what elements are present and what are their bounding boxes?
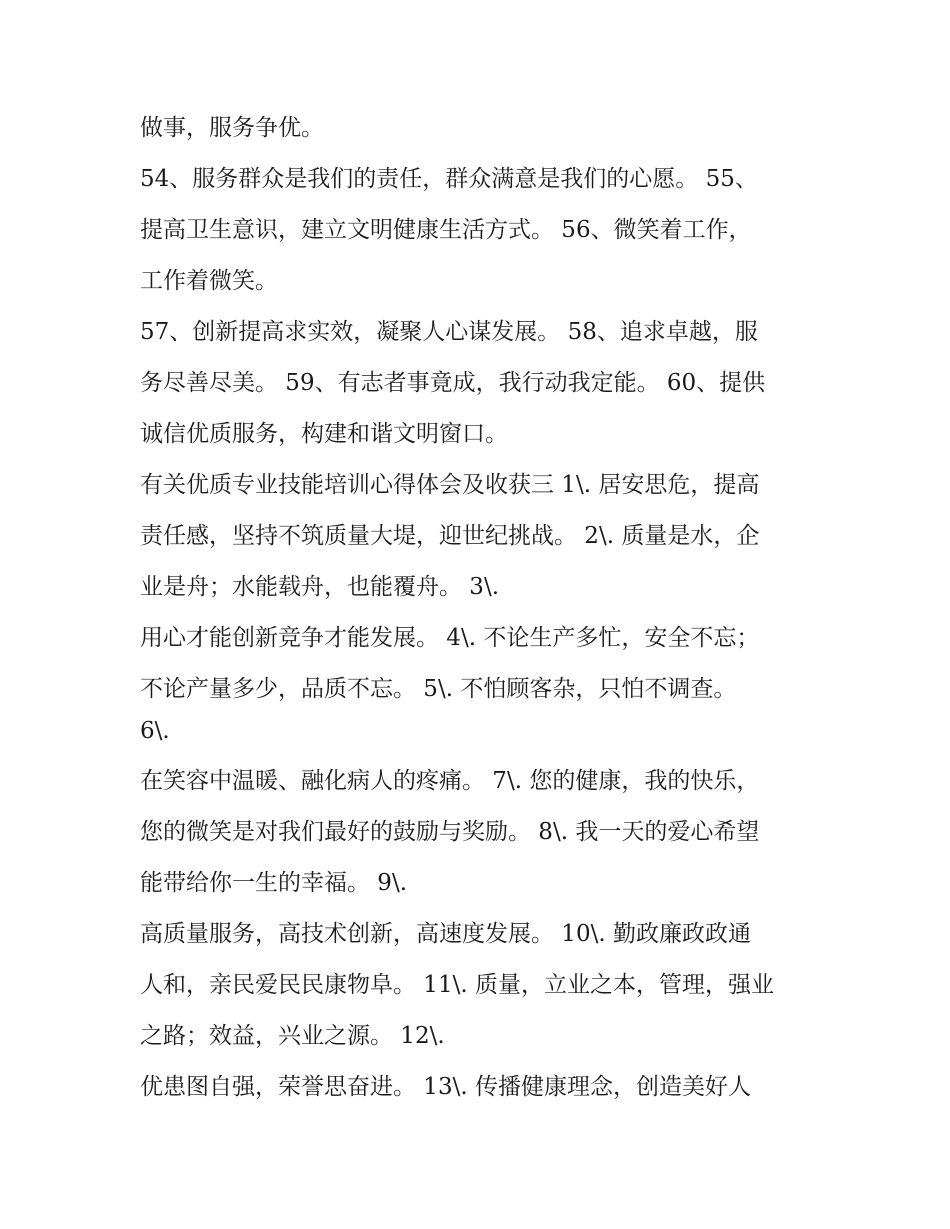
text-line: 工作着微笑。 (140, 268, 278, 294)
text-line: 业是舟；水能载舟，也能覆舟。 3\. (140, 574, 500, 600)
text-line: 有关优质专业技能培训心得体会及收获三 1\. 居安思危，提高 (140, 472, 760, 498)
text-line: 做事，服务争优。 (140, 115, 324, 141)
text-line: 务尽善尽美。 59、有志者事竟成，我行动我定能。 60、提供 (140, 370, 766, 396)
text-line: 您的微笑是对我们最好的鼓励与奖励。 8\. 我一天的爱心希望 (140, 819, 760, 845)
text-line: 57、创新提高求实效，凝聚人心谋发展。 58、追求卓越，服 (140, 319, 758, 345)
text-line: 54、服务群众是我们的责任，群众满意是我们的心愿。 55、 (140, 166, 758, 192)
text-line: 提高卫生意识，建立文明健康生活方式。 56、微笑着工作， (140, 217, 752, 243)
text-line: 6\. (140, 718, 170, 744)
text-line: 用心才能创新竞争才能发展。 4\. 不论生产多忙，安全不忘； (140, 625, 760, 651)
text-line: 人和，亲民爱民民康物阜。 11\. 质量，立业之本，管理，强业 (140, 972, 774, 998)
text-line: 之路；效益，兴业之源。 12\. (140, 1023, 445, 1049)
text-line: 高质量服务，高技术创新，高速度发展。 10\. 勤政廉政政通 (140, 921, 751, 947)
text-line: 责任感，坚持不筑质量大堤，迎世纪挑战。 2\. 质量是水，企 (140, 523, 760, 549)
text-line: 诚信优质服务，构建和谐文明窗口。 (140, 421, 508, 447)
text-line: 不论产量多少，品质不忘。 5\. 不怕顾客杂，只怕不调查。 (140, 676, 737, 702)
text-line: 优患图自强，荣誉思奋进。 13\. 传播健康理念，创造美好人 (140, 1074, 751, 1100)
text-line: 在笑容中温暖、融化病人的疼痛。 7\. 您的健康，我的快乐， (140, 768, 760, 794)
text-line: 能带给你一生的幸福。 9\. (140, 870, 408, 896)
